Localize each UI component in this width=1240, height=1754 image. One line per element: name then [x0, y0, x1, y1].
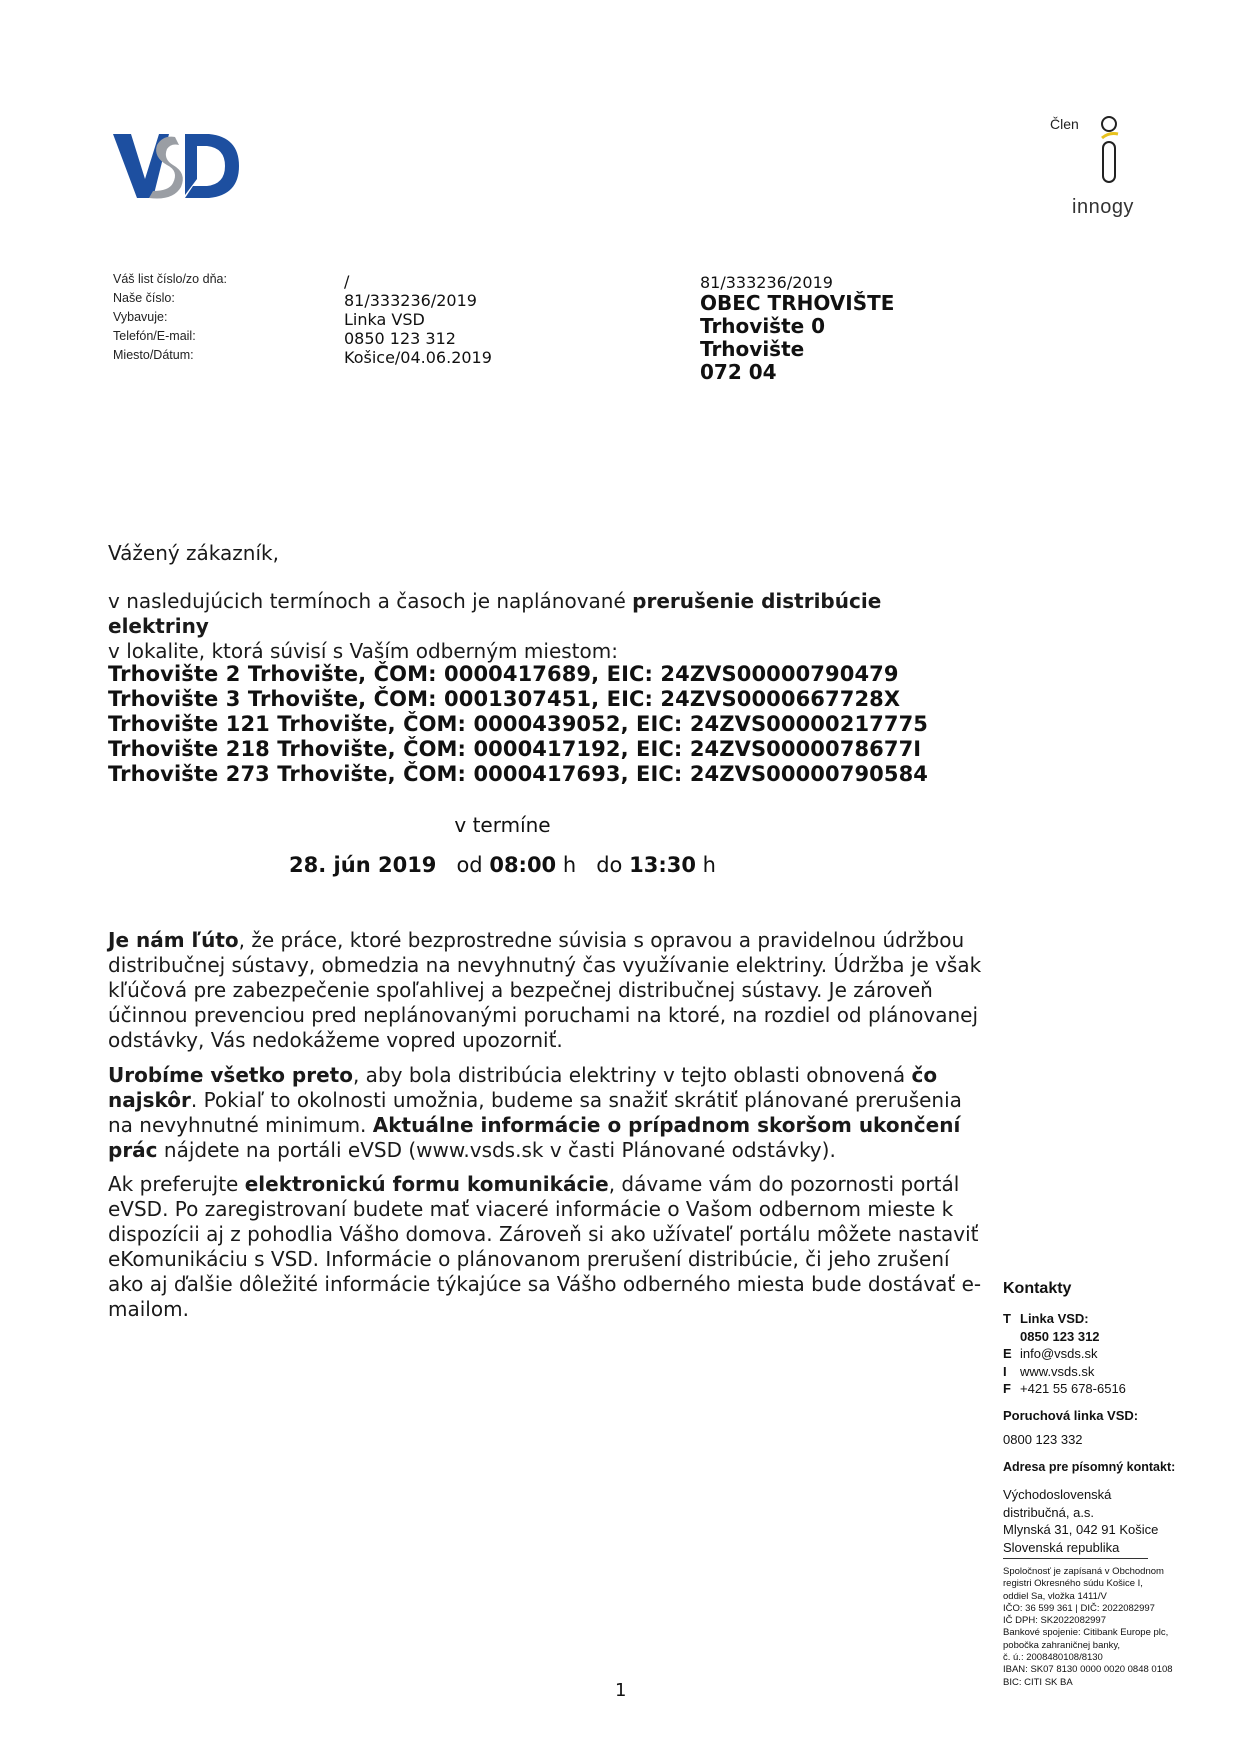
intro-paragraph — [108, 589, 988, 664]
contacts-heading: Kontakty — [1003, 1280, 1072, 1297]
p2-bold-3: Aktuálne informácie o prípadnom skoršom ukončení prác — [108, 1113, 961, 1162]
innogy-icon — [1094, 114, 1124, 189]
legal-line: č. ú.: 2008480108/8130 — [1003, 1652, 1103, 1664]
ref-value: Košice/04.06.2019 — [344, 348, 492, 367]
supply-points-list — [108, 662, 928, 787]
p1-bold: Je nám ľúto — [108, 928, 239, 952]
legal-line: pobočka zahraničnej banky, — [1003, 1639, 1121, 1651]
intro-bold: prerušenie distribúcie elektriny — [108, 589, 882, 638]
outage-date: 28. jún 2019 — [289, 853, 437, 877]
address-line: Východoslovenská — [1003, 1487, 1112, 1502]
recipient-line: OBEC TRHOVIŠTE — [700, 291, 895, 315]
supply-point: Trhovište 218 Trhovište, ČOM: 0000417192, EIC: 24ZVS0000078677I — [108, 737, 922, 761]
supply-point: Trhovište 121 Trhovište, ČOM: 0000439052, EIC: 24ZVS00000217775 — [108, 712, 928, 736]
ref-label: Naše číslo: — [113, 291, 175, 305]
p3-text-2: , dávame vám do pozornosti portál eVSD. Po zaregistrovaní budete mať viaceré informácie o Vašom odbernom mieste k dispozícii aj z pohodlia Vášho domova. Zároveň si ako užívateľ portálu môžete nastaviť eKomunikáciu s VSD. Informácie o plánovanom prerušení distribúcie, či jeho zrušení ako aj ďalšie dôležité informácie týkajúce sa Vášho odberného miesta bude dostávať e-mailom. — [108, 1172, 982, 1321]
outage-datetime — [0, 853, 1005, 877]
ref-value: / — [344, 272, 350, 291]
contact-key: E — [1003, 1346, 1012, 1361]
intro-text-2: v lokalite, ktorá súvisí s Vaším odberným miestom: — [108, 639, 618, 663]
reference-values — [344, 272, 492, 367]
legal-line: Bankové spojenie: Citibank Europe plc, — [1003, 1627, 1169, 1639]
legal-line: registri Okresného súdu Košice I, — [1003, 1578, 1143, 1590]
supply-point: Trhovište 2 Trhovište, ČOM: 0000417689, EIC: 24ZVS00000790479 — [108, 662, 899, 686]
ref-label: Váš list číslo/zo dňa: — [113, 272, 227, 286]
hotline-label: Linka VSD: — [1020, 1311, 1089, 1326]
page-number: 1 — [615, 1680, 627, 1701]
vsd-logo — [113, 131, 241, 201]
recipient-ref: 81/333236/2019 — [700, 273, 833, 292]
ref-label: Miesto/Dátum: — [113, 348, 194, 362]
ref-value: Linka VSD — [344, 310, 425, 329]
member-label: Člen — [1050, 116, 1079, 132]
sidebar-divider — [1003, 1558, 1148, 1559]
paragraph-ecommunication — [108, 1172, 988, 1322]
legal-info — [1003, 1566, 1203, 1689]
fax-number: +421 55 678-6516 — [1020, 1381, 1126, 1396]
fault-line-heading: Poruchová linka VSD: — [1003, 1408, 1139, 1423]
supply-point: Trhovište 273 Trhovište, ČOM: 0000417693, EIC: 24ZVS00000790584 — [108, 762, 928, 786]
web-link[interactable]: www.vsds.sk — [1020, 1363, 1095, 1379]
ref-label: Telefón/E-mail: — [113, 329, 196, 343]
paragraph-apology — [108, 928, 988, 1053]
legal-line: oddiel Sa, vložka 1411/V — [1003, 1590, 1107, 1602]
address-line: Slovenská republika — [1003, 1539, 1120, 1555]
p2-text-1: , aby bola distribúcia elektriny v tejto oblasti obnovená — [352, 1063, 912, 1087]
legal-line: IBAN: SK07 8130 0000 0020 0848 0108 — [1003, 1664, 1173, 1676]
ref-value: 81/333236/2019 — [344, 291, 477, 310]
company-address — [1003, 1486, 1158, 1556]
legal-line: IČ DPH: SK2022082997 — [1003, 1615, 1106, 1627]
legal-line: BIC: CITI SK BA — [1003, 1676, 1073, 1688]
greeting: Vážený zákazník, — [108, 541, 279, 565]
fault-line-number: 0800 123 332 — [1003, 1432, 1083, 1447]
term-label: v termíne — [454, 813, 551, 837]
legal-line: IČO: 36 599 361 | DIČ: 2022082997 — [1003, 1602, 1155, 1614]
paragraph-restore — [108, 1063, 988, 1163]
innogy-member-mark — [1050, 112, 1200, 222]
from-label: od — [456, 853, 483, 877]
p2-text-2: . Pokiaľ to okolnosti umožnia, budeme sa snažiť skrátiť plánované prerušenia na nevyhnutné minimum. — [108, 1088, 962, 1137]
contact-key: T — [1003, 1311, 1011, 1326]
contact-key: F — [1003, 1381, 1011, 1396]
address-line: Mlynská 31, 042 91 Košice — [1003, 1522, 1159, 1537]
hour-unit: h — [562, 853, 577, 877]
p3-bold: elektronickú formu komunikácie — [244, 1172, 609, 1196]
p2-bold-2: čo najskôr — [108, 1063, 938, 1112]
recipient-address — [700, 273, 894, 384]
contacts-list — [1003, 1310, 1126, 1398]
p3-text-1: Ak preferujte — [108, 1172, 245, 1196]
hour-unit: h — [702, 853, 716, 877]
contact-key: I — [1003, 1363, 1007, 1379]
address-line: distribučná, a.s. — [1003, 1504, 1095, 1520]
legal-line: Spoločnosť je zapísaná v Obchodnom — [1003, 1566, 1164, 1577]
to-time: 13:30 — [629, 853, 696, 877]
intro-text: v nasledujúcich termínoch a časoch je naplánované — [108, 589, 633, 613]
to-label: do — [596, 853, 623, 877]
recipient-line: Trhovište — [700, 337, 805, 361]
recipient-line: Trhovište 0 — [700, 314, 826, 338]
p2-text-3: nájdete na portáli eVSD (www.vsds.sk v časti Plánované odstávky). — [157, 1138, 836, 1162]
supply-point: Trhovište 3 Trhovište, ČOM: 0001307451, EIC: 24ZVS0000667728X — [108, 687, 901, 711]
p2-bold-1: Urobíme všetko preto — [108, 1063, 353, 1087]
p1-text: , že práce, ktoré bezprostredne súvisia s opravou a pravidelnou údržbou distribučnej sústavy, obmedzia na nevyhnutný čas využívanie elektriny. Údržba je však kľúčová pre zabezpečenie spoľahlivej a bezpečnej distribučnej sústavy. Je zároveň účinnou prevenciou pred neplánovanými poruchami na ktoré, na rozdiel od plánovanej odstávky, Vás nedokážeme vopred upozorniť. — [108, 928, 982, 1052]
ref-label: Vybavuje: — [113, 310, 168, 324]
email-link[interactable]: info@vsds.sk — [1020, 1346, 1098, 1361]
member-brand: innogy — [1072, 196, 1134, 218]
ref-value: 0850 123 312 — [344, 329, 456, 348]
from-time: 08:00 — [489, 853, 557, 877]
recipient-line: 072 04 — [700, 360, 777, 384]
address-heading: Adresa pre písomný kontakt: — [1003, 1460, 1176, 1474]
hotline-number: 0850 123 312 — [1020, 1328, 1100, 1344]
reference-labels — [113, 270, 227, 365]
